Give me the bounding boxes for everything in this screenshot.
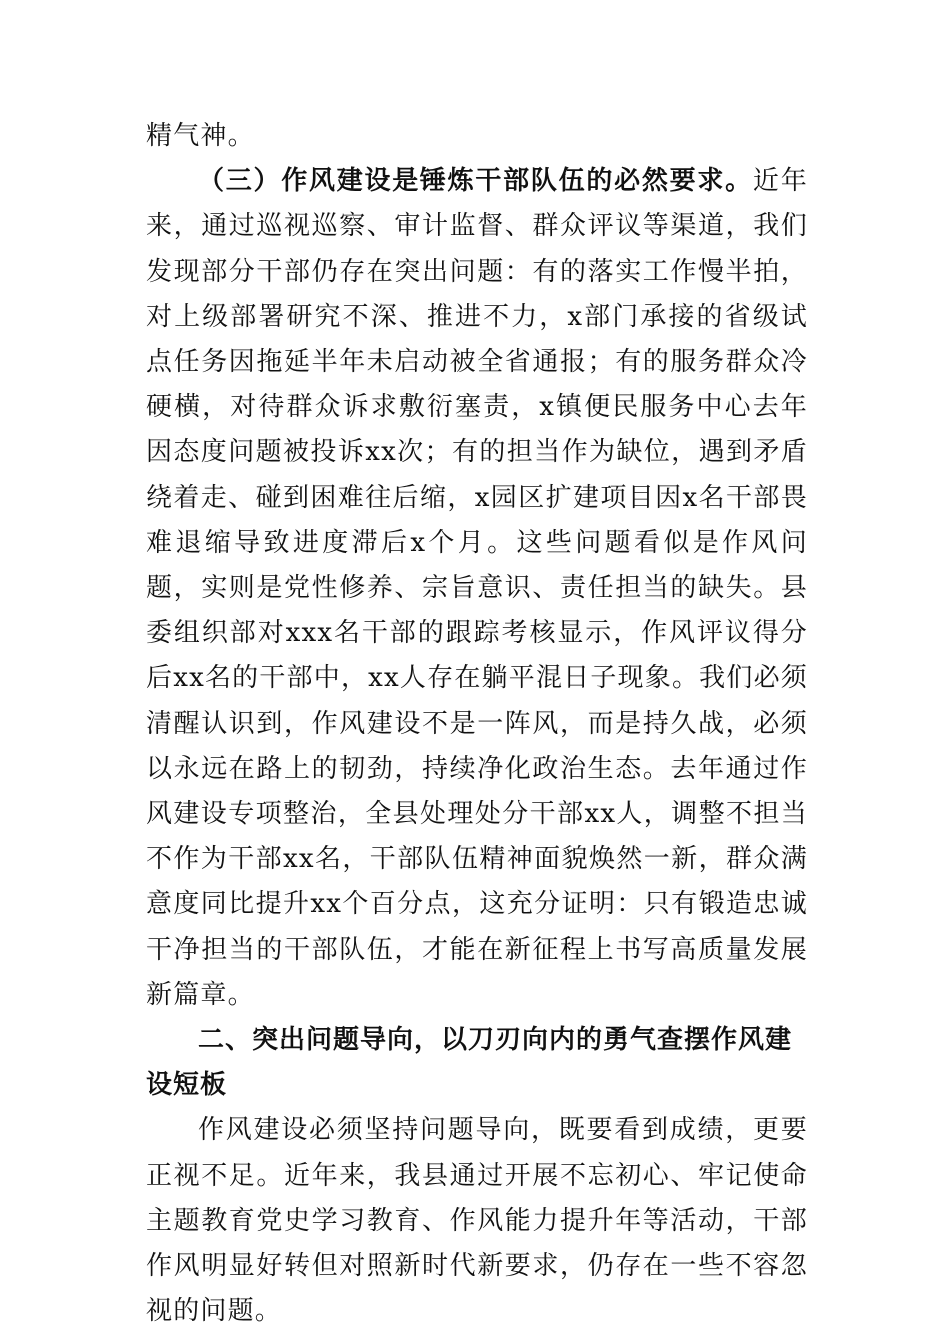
document-body (146, 114, 808, 1334)
section3-body-text: 近年来，通过巡视巡察、审计监督、群众评议等渠道，我们发现部分干部仍存在突出问题：有的落实工作慢半拍，对上级部署研究不深、推进不力，x部门承接的省级试点任务因拖延半年未启动被全省通报；有的服务群众冷硬横，对待群众诉求敷衍塞责，x镇便民服务中心去年因态度问题被投诉xx次；有的担当作为缺位，遇到矛盾绕着走、碰到困难往后缩，x园区扩建项目因x名干部畏难退缩导致进度滞后x个月。这些问题看似是作风问题，实则是党性修养、宗旨意识、责任担当的缺失。县委组织部对xxx名干部的跟踪考核显示，作风评议得分后xx名的干部中，xx人存在躺平混日子现象。我们必须清醒认识到，作风建设不是一阵风，而是持久战，必须以永远在路上的韧劲，持续净化政治生态。去年通过作风建设专项整治，全县处理处分干部xx人，调整不担当不作为干部xx名，干部队伍精神面貌焕然一新，群众满意度同比提升xx个百分点，这充分证明：只有锻造忠诚干净担当的干部队伍，才能在新征程上书写高质量发展新篇章。 (146, 166, 808, 1010)
paragraph-section2-intro: 作风建设必须坚持问题导向，既要看到成绩，更要正视不足。近年来，我县通过开展不忘初心、牢记使命主题教育党史学习教育、作风能力提升年等活动，干部作风明显好转但对照新时代新要求，仍存在一些不容忽视的问题。 (146, 1115, 808, 1327)
section3-subheading: （三）作风建设是锤炼干部队伍的必然要求。 (198, 166, 753, 197)
paragraph-continuation: 精气神。 (146, 121, 255, 151)
section2-heading: 二、突出问题导向，以刀刃向内的勇气查摆作风建设短板 (146, 1025, 793, 1101)
paragraph-section3 (146, 159, 808, 1018)
